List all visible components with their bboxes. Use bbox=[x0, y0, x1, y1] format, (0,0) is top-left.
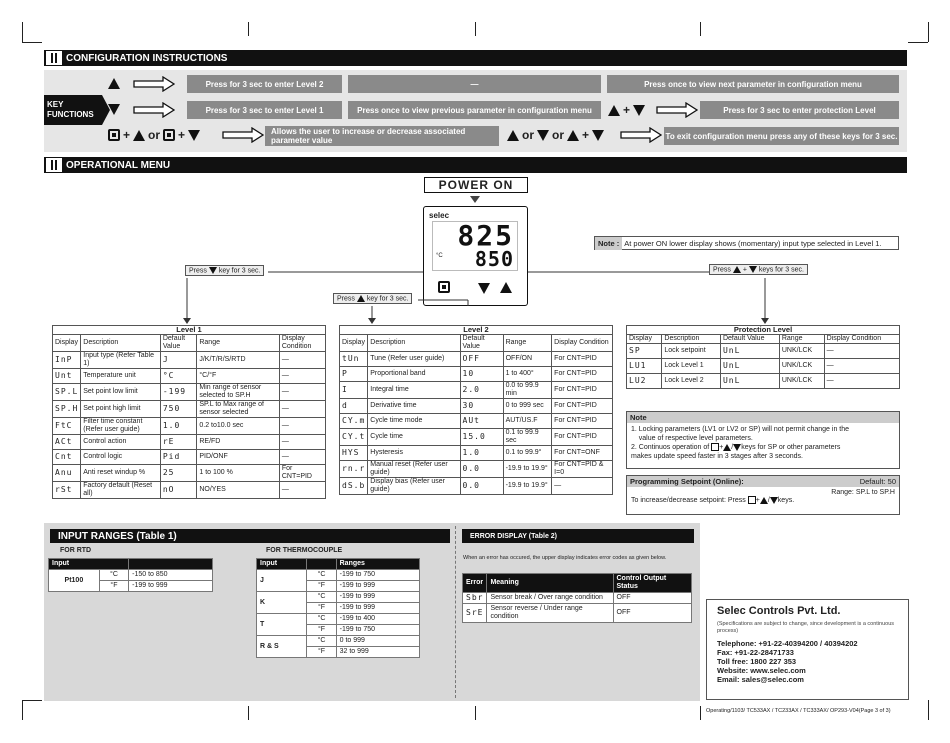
or-word: or bbox=[522, 128, 534, 142]
table-cell: 750 bbox=[160, 401, 197, 418]
table-cell: NO/YES bbox=[197, 482, 279, 499]
thermocouple-label: FOR THERMOCOUPLE bbox=[266, 547, 343, 554]
table-cell: Cycle time mode bbox=[368, 414, 460, 429]
table-row bbox=[257, 592, 420, 603]
unit-indicator: °C bbox=[436, 253, 443, 259]
table-row bbox=[257, 570, 420, 581]
table-header-cell: Default Value bbox=[460, 335, 503, 352]
table-row bbox=[53, 384, 326, 401]
table-cell: 25 bbox=[160, 465, 197, 482]
prog-sp-range: Range: SP.L to SP.H bbox=[831, 489, 895, 496]
note-line-4: makes update speed faster in 3 stages after 3 seconds. bbox=[631, 453, 803, 460]
power-on-box: POWER ON bbox=[424, 177, 528, 193]
level1-table bbox=[52, 325, 326, 499]
table-cell: °C/°F bbox=[197, 369, 279, 384]
table-cell: 0.0 bbox=[460, 461, 503, 478]
table-cell: — bbox=[279, 450, 325, 465]
table-cell: HYS bbox=[340, 446, 368, 461]
table-cell: LU1 bbox=[627, 359, 662, 374]
table-cell: 32 to 999 bbox=[336, 647, 419, 658]
table-cell: Display bias (Refer user guide) bbox=[368, 478, 460, 495]
table-row bbox=[53, 401, 326, 418]
table-cell: AUT/US.F bbox=[503, 414, 552, 429]
table-cell: 1.0 bbox=[460, 446, 503, 461]
table-header-cell: Control Output Status bbox=[613, 574, 692, 593]
table-cell: SP.L bbox=[53, 384, 81, 401]
table-header-cell: Description bbox=[368, 335, 460, 352]
table-row bbox=[53, 435, 326, 450]
table-cell: nO bbox=[160, 482, 197, 499]
note-line-1: 1. Locking parameters (LV1 or LV2 or SP) will not permit change in the bbox=[631, 426, 850, 433]
company-name: Selec Controls Pvt. Ltd. bbox=[717, 605, 841, 617]
error-table bbox=[462, 573, 692, 623]
table-header-cell: Range bbox=[197, 335, 279, 352]
table-cell: 0.0 to 99.9 min bbox=[503, 382, 552, 399]
table-header-cell: Range bbox=[503, 335, 552, 352]
table-cell: Anti reset windup % bbox=[81, 465, 161, 482]
table-cell: CY.m bbox=[340, 414, 368, 429]
note-line-2: value of respective level parameters. bbox=[631, 435, 753, 442]
table-cell: J bbox=[160, 352, 197, 369]
table-cell: UNK/LCK bbox=[779, 344, 824, 359]
operational-header-title: OPERATIONAL MENU bbox=[66, 159, 171, 171]
table-cell: For CNT=PID bbox=[552, 429, 613, 446]
company-website: Website: www.selec.com bbox=[717, 666, 806, 675]
table-cell: AUt bbox=[460, 414, 503, 429]
table-cell: — bbox=[824, 374, 899, 389]
next-param-label: Press once to view next parameter in configuration menu bbox=[607, 75, 899, 93]
prog-sp-title: Programming Setpoint (Online): bbox=[630, 477, 744, 486]
programming-setpoint-box bbox=[626, 475, 900, 515]
tc-input-name: R & S bbox=[257, 636, 307, 658]
table-cell: 0 to 999 bbox=[336, 636, 419, 647]
table-cell: Lock setpoint bbox=[662, 344, 721, 359]
note-box bbox=[626, 411, 900, 469]
table-cell: °F bbox=[307, 647, 336, 658]
or-word: or bbox=[552, 128, 564, 142]
table-cell: 2.0 bbox=[460, 382, 503, 399]
table-cell: Lock Level 1 bbox=[662, 359, 721, 374]
table-cell: °F bbox=[307, 603, 336, 614]
rtd-table: Input Pt100 °C -150 to 850 °F -199 to 999 bbox=[48, 558, 213, 592]
note-box-title: Note bbox=[627, 412, 899, 423]
error-display-title: ERROR DISPLAY (Table 2) bbox=[462, 529, 694, 543]
table-cell: CY.t bbox=[340, 429, 368, 446]
square-key-icon bbox=[711, 443, 719, 451]
table-row bbox=[340, 461, 613, 478]
table-cell: Input type (Refer Table 1) bbox=[81, 352, 161, 369]
callout-up-key: Press key for 3 sec. bbox=[333, 293, 412, 304]
table-cell: P bbox=[340, 367, 368, 382]
table-cell: FtC bbox=[53, 418, 81, 435]
panel-divider bbox=[455, 526, 456, 698]
square-key-icon bbox=[748, 496, 756, 504]
table-row bbox=[340, 429, 613, 446]
input-ranges-title: INPUT RANGES (Table 1) bbox=[50, 529, 450, 543]
table-cell: — bbox=[552, 478, 613, 495]
table-cell: 1 to 400° bbox=[503, 367, 552, 382]
table-row bbox=[340, 478, 613, 495]
brand-logo: selec bbox=[429, 211, 450, 220]
table-cell: °C bbox=[307, 592, 336, 603]
table-cell: — bbox=[279, 482, 325, 499]
table-row bbox=[257, 636, 420, 647]
table-cell: SP.L to Max range of sensor selected bbox=[197, 401, 279, 418]
table-cell: Tune (Refer user guide) bbox=[368, 352, 460, 367]
table-cell: tUn bbox=[340, 352, 368, 367]
table-cell: dS.b bbox=[340, 478, 368, 495]
table-cell: 0.1 to 99.9° bbox=[503, 446, 552, 461]
table-cell: For CNT=PID & I=0 bbox=[552, 461, 613, 478]
table-row bbox=[53, 482, 326, 499]
table-cell: UnL bbox=[720, 359, 779, 374]
table-cell: Filter time constant (Refer user guide) bbox=[81, 418, 161, 435]
level2-header-row bbox=[340, 335, 613, 352]
lower-display: 850 bbox=[474, 247, 514, 271]
table-cell: OFF bbox=[613, 593, 692, 604]
table-cell: 0 to 999 sec bbox=[503, 399, 552, 414]
table-cell: °C bbox=[307, 614, 336, 625]
table-cell: Temperature unit bbox=[81, 369, 161, 384]
table-row bbox=[257, 614, 420, 625]
company-email: Email: sales@selec.com bbox=[717, 675, 804, 684]
note-top-text: At power ON lower display shows (momentary) input type selected in Level 1. bbox=[624, 238, 882, 248]
thermocouple-table: Input Ranges J °C -199 to 750 °F -199 to 999 K °C -199 to 999 °F -199 to 999 T °C -199 to 400 °F -199 to 750 R & S °C 0 to 999 °F 32 to 999 bbox=[256, 558, 420, 658]
down-arrow-icon bbox=[770, 497, 778, 504]
level1-title: Level 1 bbox=[53, 326, 326, 335]
table-cell: -19.9 to 19.9° bbox=[503, 478, 552, 495]
table-cell: — bbox=[279, 369, 325, 384]
table-cell: — bbox=[279, 418, 325, 435]
table-cell: — bbox=[824, 344, 899, 359]
protection-header-row bbox=[627, 335, 900, 344]
enter-level1-label: Press for 3 sec to enter Level 1 bbox=[187, 101, 342, 119]
plus-sign: + bbox=[178, 128, 186, 142]
table-cell: SrE bbox=[463, 604, 487, 623]
table-header-cell: Display Condition bbox=[824, 335, 899, 344]
down-arrow-icon bbox=[209, 267, 217, 274]
table-cell: -199 to 999 bbox=[336, 592, 419, 603]
level2-table bbox=[339, 325, 613, 495]
protection-title: Protection Level bbox=[627, 326, 900, 335]
prev-param-label: Press once to view previous parameter in configuration menu bbox=[348, 101, 601, 119]
table-cell: OFF/ON bbox=[503, 352, 552, 367]
table-header-cell: Display Condition bbox=[279, 335, 325, 352]
table-cell: J/K/T/R/S/RTD bbox=[197, 352, 279, 369]
table-cell: °F bbox=[307, 625, 336, 636]
table-cell: Sensor break / Over range condition bbox=[487, 593, 613, 604]
table-row bbox=[627, 359, 900, 374]
tc-input-name: K bbox=[257, 592, 307, 614]
table-row bbox=[53, 352, 326, 369]
table-cell: — bbox=[279, 384, 325, 401]
table-row bbox=[340, 352, 613, 367]
table-cell: Proportional band bbox=[368, 367, 460, 382]
table-cell: UNK/LCK bbox=[779, 374, 824, 389]
table-cell: 0.1 to 99.9 sec bbox=[503, 429, 552, 446]
table-header-cell: Display Condition bbox=[552, 335, 613, 352]
table-header-cell: Description bbox=[81, 335, 161, 352]
table-cell: 0.0 bbox=[460, 478, 503, 495]
upper-display: 825 bbox=[457, 219, 514, 252]
table-cell: 1.0 bbox=[160, 418, 197, 435]
key-functions-label: KEY FUNCTIONS bbox=[44, 95, 102, 125]
enter-level2-label: Press for 3 sec to enter Level 2 bbox=[187, 75, 342, 93]
table-cell: Cnt bbox=[53, 450, 81, 465]
table-cell: I bbox=[340, 382, 368, 399]
table-cell: -199 to 750 bbox=[336, 570, 419, 581]
protection-table bbox=[626, 325, 900, 389]
table-cell: d bbox=[340, 399, 368, 414]
table-cell: Derivative time bbox=[368, 399, 460, 414]
callout-down-key: Press key for 3 sec. bbox=[185, 265, 264, 276]
table-header-cell: Meaning bbox=[487, 574, 613, 593]
up-arrow-icon bbox=[723, 444, 731, 451]
table-cell: For CNT=PID bbox=[552, 382, 613, 399]
table-row bbox=[340, 399, 613, 414]
table-cell: -199 to 400 bbox=[336, 614, 419, 625]
table-cell: 0.2 to10.0 sec bbox=[197, 418, 279, 435]
tc-input-name: T bbox=[257, 614, 307, 636]
table-row bbox=[340, 382, 613, 399]
table-cell: Hysteresis bbox=[368, 446, 460, 461]
table-row bbox=[340, 414, 613, 429]
table-header-cell: Display bbox=[53, 335, 81, 352]
table-cell: SP.H bbox=[53, 401, 81, 418]
table-cell: -199 to 999 bbox=[336, 581, 419, 592]
table-cell: OFF bbox=[613, 604, 692, 623]
table-cell: LU2 bbox=[627, 374, 662, 389]
error-display-intro: When an error has occured, the upper display indicates error codes as given below. bbox=[463, 555, 667, 561]
table-header-cell: Description bbox=[662, 335, 721, 344]
rtd-label: FOR RTD bbox=[60, 547, 92, 554]
company-box bbox=[706, 599, 909, 700]
table-header-cell: Display bbox=[627, 335, 662, 344]
table-cell: °C bbox=[307, 570, 336, 581]
rtd-input-name: Pt100 bbox=[49, 570, 100, 592]
footer-text: Operating/1103/ TC533AX / TC233AX / TC333AX/ OP293-V04(Page 3 of 3) bbox=[706, 708, 891, 714]
table-cell: 30 bbox=[460, 399, 503, 414]
table-row bbox=[53, 418, 326, 435]
table-cell: rn.r bbox=[340, 461, 368, 478]
level1-header-row bbox=[53, 335, 326, 352]
level2-title: Level 2 bbox=[340, 326, 613, 335]
callout-protection-keys: Press + keys for 3 sec. bbox=[709, 264, 808, 275]
rtd-header-range bbox=[129, 559, 213, 570]
table-row bbox=[53, 465, 326, 482]
table-cell: For CNT=PID bbox=[552, 399, 613, 414]
table-cell: Manual reset (Refer user guide) bbox=[368, 461, 460, 478]
table-cell: RE/FD bbox=[197, 435, 279, 450]
table-row bbox=[340, 367, 613, 382]
table-row bbox=[627, 374, 900, 389]
table-header-cell: Range bbox=[779, 335, 824, 344]
company-fax: Fax: +91-22-28471733 bbox=[717, 648, 794, 657]
table-cell: UnL bbox=[720, 374, 779, 389]
table-cell: °F bbox=[307, 581, 336, 592]
table-row bbox=[463, 593, 692, 604]
table-cell: -199 to 999 bbox=[336, 603, 419, 614]
table-row bbox=[340, 446, 613, 461]
rtd-header-input: Input bbox=[49, 559, 129, 570]
or-word: or bbox=[148, 128, 161, 142]
table-cell: °C bbox=[160, 369, 197, 384]
table-cell: rE bbox=[160, 435, 197, 450]
table-cell: °C bbox=[307, 636, 336, 647]
table-cell: — bbox=[279, 435, 325, 450]
table-row bbox=[53, 369, 326, 384]
table-cell: Set point high limit bbox=[81, 401, 161, 418]
plus-sign: + bbox=[623, 103, 631, 117]
up-arrow-icon bbox=[357, 295, 365, 302]
table-row bbox=[463, 604, 692, 623]
company-note: (Specifications are subject to change, since development is a continuous process) bbox=[717, 621, 895, 634]
table-cell: ACt bbox=[53, 435, 81, 450]
table-cell: — bbox=[279, 401, 325, 418]
table-cell: UnL bbox=[720, 344, 779, 359]
table-cell: InP bbox=[53, 352, 81, 369]
table-cell: For CNT=ONF bbox=[552, 446, 613, 461]
company-tollfree: Toll free: 1800 227 353 bbox=[717, 657, 797, 666]
prog-sp-default: Default: 50 bbox=[859, 477, 896, 486]
config-header-title: CONFIGURATION INSTRUCTIONS bbox=[66, 52, 228, 64]
table-cell: Integral time bbox=[368, 382, 460, 399]
table-cell: Sbr bbox=[463, 593, 487, 604]
table-cell: Cycle time bbox=[368, 429, 460, 446]
table-cell: Control logic bbox=[81, 450, 161, 465]
table-cell: PID/ONF bbox=[197, 450, 279, 465]
tc-input-name: J bbox=[257, 570, 307, 592]
table-cell: Unt bbox=[53, 369, 81, 384]
company-telephone: Telephone: +91-22-40394200 / 40394202 bbox=[717, 639, 858, 648]
table-cell: Control action bbox=[81, 435, 161, 450]
table-header-cell: Error bbox=[463, 574, 487, 593]
table-cell: Sensor reverse / Under range condition bbox=[487, 604, 613, 623]
protection-level-label: Press for 3 sec to enter protection Level bbox=[700, 101, 899, 119]
note-top-title: Note : bbox=[595, 237, 622, 250]
note-line-3: 2. Continuos operation of + / keys for SP or other parameters bbox=[631, 444, 841, 451]
table-cell: — bbox=[824, 359, 899, 374]
up-arrow-icon bbox=[760, 497, 768, 504]
table-cell: 10 bbox=[460, 367, 503, 382]
table-cell: For CNT=PID bbox=[279, 465, 325, 482]
table-cell: — bbox=[279, 352, 325, 369]
table-cell: For CNT=PID bbox=[552, 414, 613, 429]
table-cell: For CNT=PID bbox=[552, 352, 613, 367]
table-cell: UNK/LCK bbox=[779, 359, 824, 374]
table-cell: SP bbox=[627, 344, 662, 359]
table-header-cell: Display bbox=[340, 335, 368, 352]
table-cell: OFF bbox=[460, 352, 503, 367]
table-cell: Factory default (Reset all) bbox=[81, 482, 161, 499]
table-row bbox=[627, 344, 900, 359]
table-cell: rSt bbox=[53, 482, 81, 499]
down-arrow-icon bbox=[749, 266, 757, 273]
placeholder-label: — bbox=[348, 75, 601, 93]
table-cell: Pid bbox=[160, 450, 197, 465]
table-cell: -199 to 750 bbox=[336, 625, 419, 636]
table-header-cell: Default Value bbox=[160, 335, 197, 352]
plus-sign: + bbox=[123, 128, 131, 142]
table-cell: Set point low limit bbox=[81, 384, 161, 401]
table-cell: Lock Level 2 bbox=[662, 374, 721, 389]
inc-dec-label: Allows the user to increase or decrease associated parameter value bbox=[265, 126, 499, 146]
exit-label: To exit configuration menu press any of these keys for 3 sec. bbox=[664, 127, 899, 145]
table-cell: -199 bbox=[160, 384, 197, 401]
table-header-cell: Default Value bbox=[720, 335, 779, 344]
up-arrow-icon bbox=[733, 266, 741, 273]
table-cell: -19.9 to 19.9° bbox=[503, 461, 552, 478]
prog-sp-instruction: To increase/decrease setpoint: Press + / keys. bbox=[631, 496, 795, 504]
plus-sign: + bbox=[582, 128, 590, 142]
table-cell: Anu bbox=[53, 465, 81, 482]
table-cell: Min range of sensor selected to SP.H bbox=[197, 384, 279, 401]
table-row bbox=[53, 450, 326, 465]
table-cell: 1 to 100 % bbox=[197, 465, 279, 482]
table-cell: 15.0 bbox=[460, 429, 503, 446]
table-cell: For CNT=PID bbox=[552, 367, 613, 382]
